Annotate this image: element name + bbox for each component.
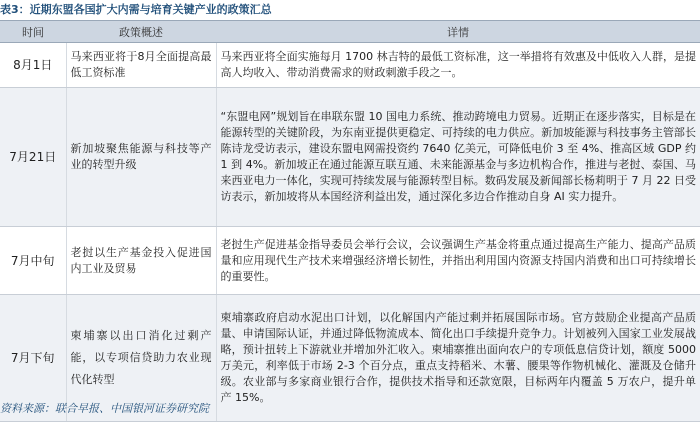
header-detail: 详情 bbox=[216, 21, 700, 43]
source-note: 资料来源：联合早报、中国银河证券研究院 bbox=[0, 402, 209, 415]
row-detail: 马来西亚将全面实施每月 1700 林吉特的最低工资标准，这一举措将有效惠及中低收入人群，是提高人均收入、带动消费需求的财政刺激手段之一。 bbox=[216, 43, 700, 88]
row-time: 7月下旬 bbox=[0, 295, 66, 422]
table-row bbox=[0, 88, 700, 227]
row-time: 8月1日 bbox=[0, 43, 66, 88]
row-summary: 老挝以生产基金投入促进国内工业及贸易 bbox=[66, 227, 216, 295]
row-summary: 新加坡聚焦能源与科技等产业的转型升级 bbox=[66, 88, 216, 227]
row-summary: 柬埔寨以出口消化过剩产能，以专项信贷助力农业现代化转型 bbox=[66, 295, 216, 422]
header-time: 时间 bbox=[0, 21, 66, 43]
row-time: 7月中旬 bbox=[0, 227, 66, 295]
row-detail: 老挝生产促进基金指导委员会举行会议，会议强调生产基金将重点通过提高生产能力、提高产品质量和应用现代生产技术来增强经济增长韧性，并指出利用国内资源支持国内消费和出口可持续增长的重要性。 bbox=[216, 227, 700, 295]
table-caption: 表3：近期东盟各国扩大内需与培育关键产业的政策汇总 bbox=[0, 3, 272, 16]
row-time: 7月21日 bbox=[0, 88, 66, 227]
header-summary: 政策概述 bbox=[66, 21, 216, 43]
row-detail: “东盟电网”规划旨在串联东盟 10 国电力系统、推动跨境电力贸易。近期正在逐步落实，目标是在能源转型的关键阶段，为东南亚提供更稳定、可持续的电力供应。新加坡能源与科技事务主管部长陈诗龙受访表示，建设东盟电网需投资约 7640 亿美元，可降低电价 3 至 4%、推高区域 GDP 约 1 到 4%。新加坡正在通过能源互联互通、未来能源基金与多边机构合作，推进与老挝、泰国、马来西亚电力一体化，实现可持续发展与能源转型目标。数码发展及新闻部长杨莉明于 7 月 22 日受访表示，新加坡将从本国经济利益出发，通过深化多边合作推动自身 AI 实力提升。 bbox=[216, 88, 700, 227]
row-summary: 马来西亚将于8月全面提高最低工资标准 bbox=[66, 43, 216, 88]
policy-table bbox=[0, 20, 700, 422]
table-header-row bbox=[0, 21, 700, 43]
table-row bbox=[0, 227, 700, 295]
row-detail: 柬埔寨政府启动水泥出口计划，以化解国内产能过剩并拓展国际市场。官方鼓励企业提高产品质量、申请国际认证，并通过降低物流成本、简化出口手续提升竞争力。计划被列入国家工业发展战略，预计扭转上下游就业并增加外汇收入。柬埔寨推出面向农户的专项低息信贷计划，额度 5000 万美元，利率低于市场 2-3 个百分点，重点支持稻米、木薯、腰果等作物机械化、灌溉及仓储升级。农业部与多家商业银行合作，提供技术指导和还款宽限，目标两年内覆盖 5 万农户，提升单产 15%。 bbox=[216, 295, 700, 422]
table-row bbox=[0, 43, 700, 88]
